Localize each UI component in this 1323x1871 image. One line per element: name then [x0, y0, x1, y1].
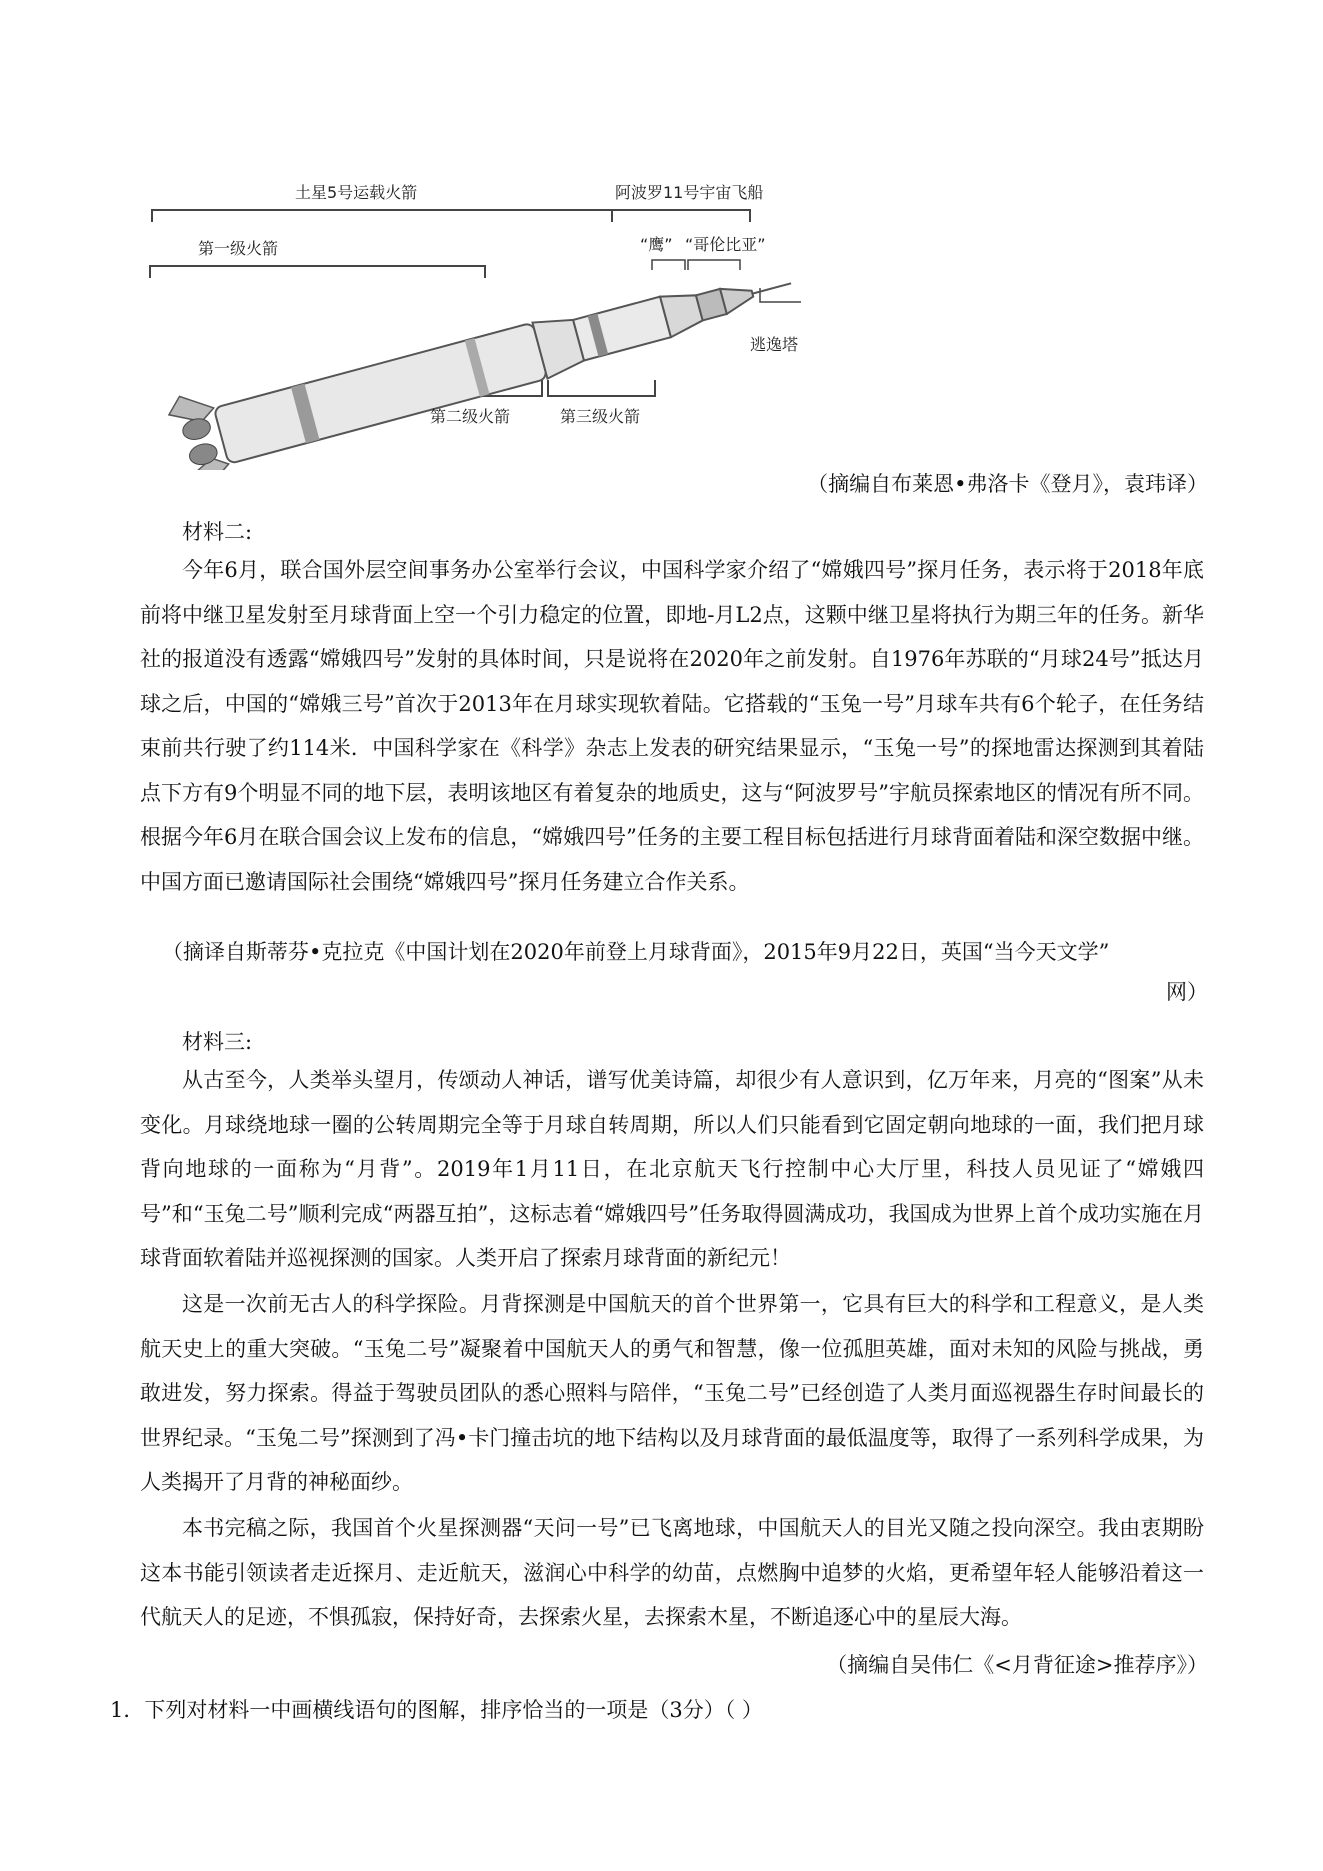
columbia-bracket	[688, 260, 740, 270]
label-eagle: “鹰”	[640, 235, 673, 254]
label-stage3: 第三级火箭	[560, 407, 641, 426]
label-stage2: 第二级火箭	[430, 407, 511, 426]
label-saturn: 土星5号运载火箭	[295, 183, 418, 202]
material3-heading: 材料三:	[182, 1030, 253, 1054]
stage3-bracket	[548, 380, 655, 396]
material2-source-line1: （摘译自斯蒂芬•克拉克《中国计划在2020年前登上月球背面》，2015年9月22日，英国“当今天文学”	[162, 940, 1110, 964]
material2-body: 今年6月，联合国外层空间事务办公室举行会议，中国科学家介绍了“嫦娥四号”探月任务，表示将于2018年底前将中继卫星发射至月球背面上空一个引力稳定的位置，即地-月L2点，这颗中继卫星将执行为期三年的任务。新华社的报道没有透露“嫦娥四号”发射的具体时间，只是说将在2020年之前发射。自1976年苏联的“月球24号”抵达月球之后，中国的“嫦娥三号”首次于2013年在月球实现软着陆。它搭载的“玉兔一号”月球车共有6个轮子，在任务结束前共行驶了约114米．中国科学家在《科学》杂志上发表的研究结果显示，“玉兔一号”的探地雷达探测到其着陆点下方有9个明显不同的地下层，表明该地区有着复杂的地质史，这与“阿波罗号”宇航员探索地区的情况有所不同。根据今年6月在联合国会议上发布的信息，“嫦娥四号”任务的主要工程目标包括进行月球背面着陆和深空数据中继。中国方面已邀请国际社会围绕“嫦娥四号”探月任务建立合作关系。	[140, 558, 1204, 894]
label-apollo: 阿波罗11号宇宙飞船	[615, 183, 764, 202]
material3-paragraph2: 这是一次前无古人的科学探险。月背探测是中国航天的首个世界第一，它具有巨大的科学和工程意义，是人类航天史上的重大突破。“玉兔二号”凝聚着中国航天人的勇气和智慧，像一位孤胆英雄，面对未知的风险与挑战，勇敢进发，努力探索。得益于驾驶员团队的悉心照料与陪伴，“玉兔二号”已经创造了人类月面巡视器生存时间最长的世界纪录。“玉兔二号”探测到了冯•卡门撞击坑的地下结构以及月球背面的最低温度等，取得了一系列科学成果，为人类揭开了月背的神秘面纱。	[140, 1292, 1204, 1494]
label-stage1: 第一级火箭	[198, 239, 279, 258]
label-escape-tower: 逃逸塔	[750, 335, 799, 354]
apollo-bracket	[612, 210, 750, 222]
eagle-bracket	[652, 260, 685, 270]
rocket-diagram	[140, 170, 1020, 470]
source-material3: （摘编自吴伟仁《<月背征途>推荐序》）	[826, 1653, 1208, 1677]
stage1-bracket	[150, 266, 485, 278]
label-columbia: “哥伦比亚”	[685, 235, 766, 254]
material3-paragraph3: 本书完稿之际，我国首个火星探测器“天问一号”已飞离地球，中国航天人的目光又随之投向深空。我由衷期盼这本书能引领读者走近探月、走近航天，滋润心中科学的幼苗，点燃胸中追梦的火焰，更希望年轻人能够沿着这一代航天人的足迹，不惧孤寂，保持好奇，去探索火星，去探索木星，不断追逐心中的星辰大海。	[140, 1516, 1204, 1629]
material3-paragraph1: 从古至今，人类举头望月，传颂动人神话，谱写优美诗篇，却很少有人意识到，亿万年来，月亮的“图案”从未变化。月球绕地球一圈的公转周期完全等于月球自转周期，所以人们只能看到它固定朝向地球的一面，我们把月球背向地球的一面称为“月背”。2019年1月11日，在北京航天飞行控制中心大厅里，科技人员见证了“嫦娥四号”和“玉兔二号”顺利完成“两器互拍”，这标志着“嫦娥四号”任务取得圆满成功，我国成为世界上首个成功实施在月球背面软着陆并巡视探测的国家。人类开启了探索月球背面的新纪元！	[140, 1068, 1204, 1270]
rocket-diagram-svg	[140, 170, 1020, 470]
material2-heading: 材料二:	[182, 520, 253, 544]
saturn-bracket	[152, 210, 612, 222]
question-1: 1．下列对材料一中画横线语句的图解，排序恰当的一项是（3分）（ ）	[110, 1698, 763, 1722]
source-material1: （摘编自布莱恩•弗洛卡《登月》，袁玮译）	[807, 472, 1208, 496]
material2-source-line2: 网）	[1166, 980, 1208, 1004]
